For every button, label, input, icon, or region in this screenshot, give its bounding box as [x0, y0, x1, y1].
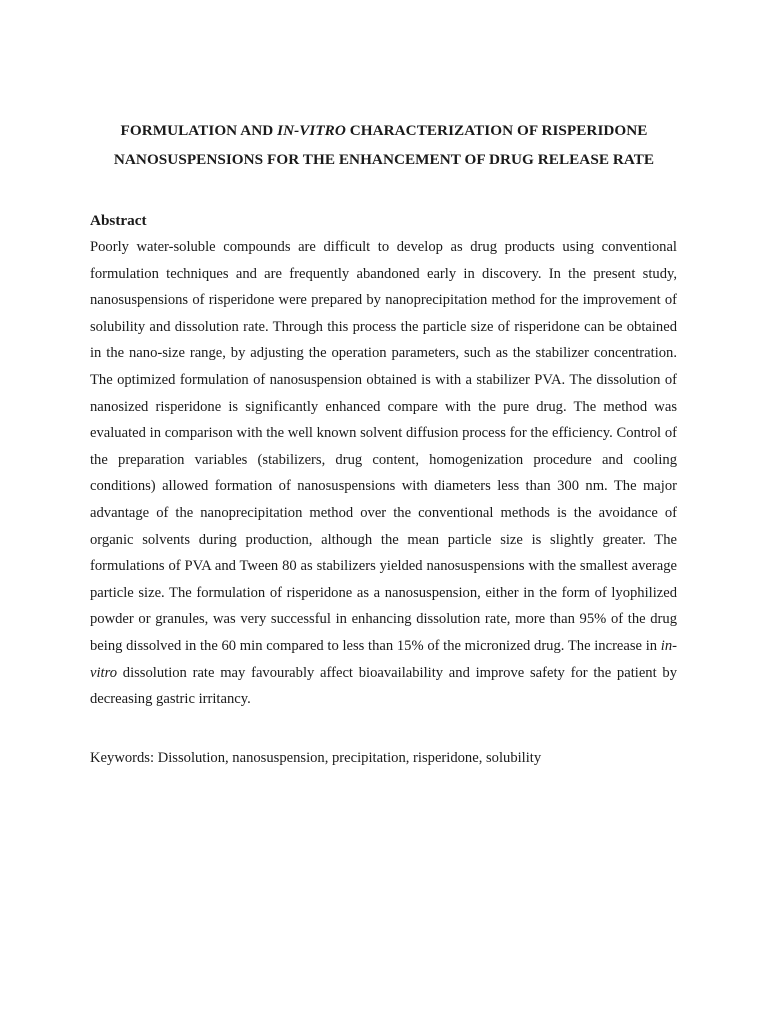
abstract-italic-term: in-vitro — [90, 637, 677, 681]
abstract-text-end: dissolution rate may favourably affect bioavailability and improve safety for the patient by decreasing gastric irritancy. — [90, 664, 677, 708]
title-part-1: FORMULATION AND — [120, 122, 278, 139]
abstract-body — [90, 234, 677, 713]
title-part-3: CHARACTERIZATION OF RISPERIDONE — [345, 122, 648, 139]
paper-title — [60, 116, 708, 174]
title-italic-term: IN-VITRO — [277, 122, 346, 139]
keywords-line: Keywords: Dissolution, nanosuspension, precipitation, risperidone, solubility — [90, 750, 542, 766]
title-line-2: NANOSUSPENSIONS FOR THE ENHANCEMENT OF DRUG RELEASE RATE — [113, 151, 655, 168]
abstract-text-main: Poorly water-soluble compounds are difficult to develop as drug products using conventional formulation techniques and are frequently abandoned early in discovery. In the present study, nanosuspensions of risperidone were prepared by nanoprecipitation method for the improvement of solubility and dissolution rate. Through this process the particle size of risperidone can be obtained in the nano-size range, by adjusting the operation parameters, such as the stabilizer concentration. The optimized formulation of nanosuspension obtained is with a stabilizer PVA. The dissolution of nanosized risperidone is significantly enhanced compare with the pure drug. The method was evaluated in comparison with the well known solvent diffusion process for the efficiency. Control of the preparation variables (stabilizers, drug content, homogenization procedure and cooling conditions) allowed formation of nanosuspensions with diameters less than 300 nm. The major advantage of the nanoprecipitation method over the conventional methods is the avoidance of organic solvents during production, although the mean particle size is slightly greater. The formulations of PVA and Tween 80 as stabilizers yielded nanosuspensions with the smallest average particle size. The formulation of risperidone as a nanosuspension, either in the form of lyophilized powder or granules, was very successful in enhancing dissolution rate, more than 95% of the drug being dissolved in the 60 min compared to less than 15% of the micronized drug. The increase in — [90, 239, 677, 654]
abstract-heading: Abstract — [90, 212, 147, 229]
